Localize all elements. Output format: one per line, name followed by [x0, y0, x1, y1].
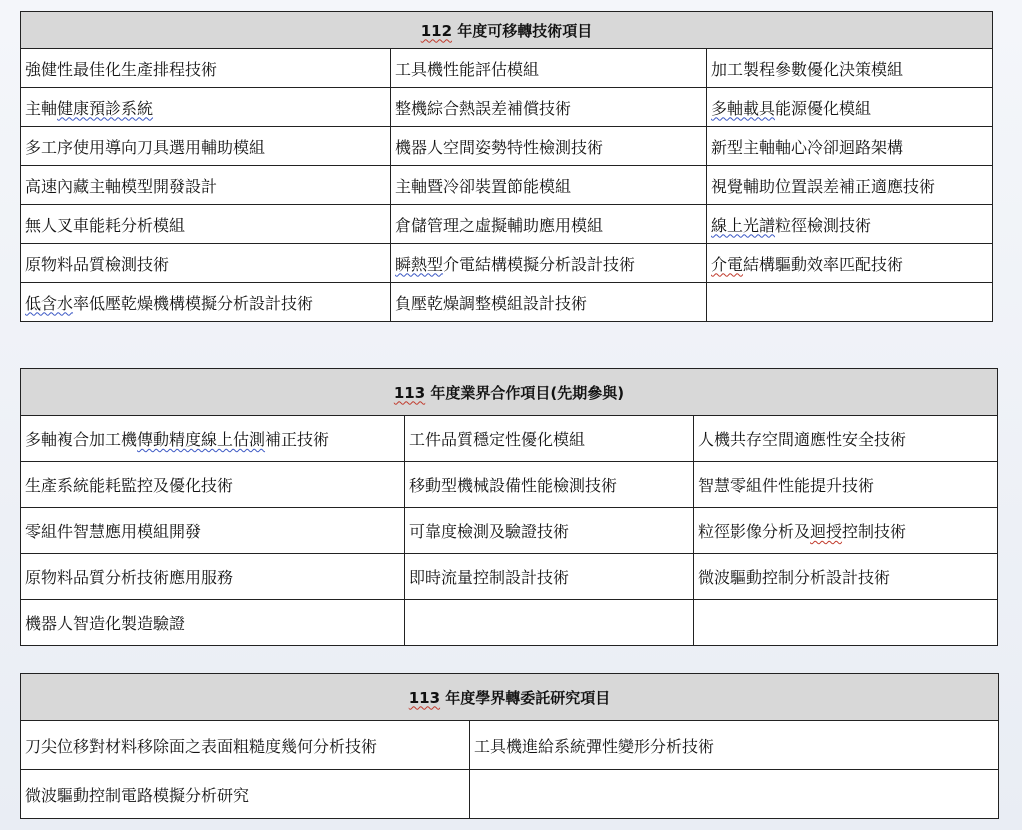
table-cell: 負壓乾燥調整模組設計技術	[391, 283, 707, 322]
table-cell: 工件品質穩定性優化模組	[405, 416, 694, 462]
table-cell: 機器人空間姿勢特性檢測技術	[391, 127, 707, 166]
table-cell: 智慧零組件性能提升技術	[694, 462, 998, 508]
table-113-industry-cooperation	[20, 368, 998, 646]
spell-underlined-text: 多軸載具	[711, 98, 776, 118]
table-cell: 工具機性能評估模組	[391, 49, 707, 88]
table-title	[21, 674, 999, 721]
title-text: 年度可移轉技術項目	[452, 21, 593, 40]
table-cell: 零組件智慧應用模組開發	[21, 508, 405, 554]
table-cell: 瞬熱型介電結構模擬分析設計技術	[391, 244, 707, 283]
table-cell: 整機綜合熱誤差補償技術	[391, 88, 707, 127]
table-row	[21, 127, 993, 166]
table-title	[21, 12, 993, 49]
spell-underlined-text: 低含水	[25, 293, 74, 313]
table-row	[21, 244, 993, 283]
table-row	[21, 49, 993, 88]
table-cell	[694, 600, 998, 646]
table-cell: 原物料品質檢測技術	[21, 244, 391, 283]
table-row	[21, 205, 993, 244]
title-year: 112	[420, 21, 453, 40]
table-row	[21, 416, 998, 462]
table-cell: 刀尖位移對材料移除面之表面粗糙度幾何分析技術	[21, 721, 470, 770]
spell-underlined-text: 迴授	[810, 522, 843, 541]
table-cell: 高速內藏主軸模型開發設計	[21, 166, 391, 205]
table-cell: 強健性最佳化生產排程技術	[21, 49, 391, 88]
table-title	[21, 369, 998, 416]
table-cell: 低含水率低壓乾燥機構模擬分析設計技術	[21, 283, 391, 322]
table-cell: 移動型機械設備性能檢測技術	[405, 462, 694, 508]
title-year: 113	[408, 688, 441, 707]
table-header-row	[21, 674, 999, 721]
title-text: 年度業界合作項目(先期參與)	[425, 383, 625, 402]
spell-underlined-text: 傳動精度線上估測	[137, 430, 266, 449]
table-cell: 倉儲管理之虛擬輔助應用模組	[391, 205, 707, 244]
spell-underlined-text: 線上光譜	[711, 215, 776, 235]
table-row	[21, 283, 993, 322]
table-cell: 加工製程參數優化決策模組	[707, 49, 993, 88]
table-cell: 無人叉車能耗分析模組	[21, 205, 391, 244]
title-text: 年度學界轉委託研究項目	[440, 688, 611, 707]
table-cell	[405, 600, 694, 646]
table-header-row	[21, 369, 998, 416]
table-row	[21, 554, 998, 600]
table-header-row	[21, 12, 993, 49]
table-cell: 人機共存空間適應性安全技術	[694, 416, 998, 462]
table-row	[21, 88, 993, 127]
table-cell: 微波驅動控制分析設計技術	[694, 554, 998, 600]
spell-underlined-text: 介電	[711, 254, 744, 274]
table-113-academic-commission	[20, 673, 999, 819]
table-cell: 主軸暨冷卻裝置節能模組	[391, 166, 707, 205]
table-row	[21, 462, 998, 508]
table-cell: 多工序使用導向刀具選用輔助模組	[21, 127, 391, 166]
table-row	[21, 508, 998, 554]
table-cell	[470, 770, 999, 819]
table-cell: 視覺輔助位置誤差補正適應技術	[707, 166, 993, 205]
table-cell: 原物料品質分析技術應用服務	[21, 554, 405, 600]
table-cell: 可靠度檢測及驗證技術	[405, 508, 694, 554]
table-112-transferable-tech	[20, 11, 993, 322]
table-cell: 機器人智造化製造驗證	[21, 600, 405, 646]
table-cell: 微波驅動控制電路模擬分析研究	[21, 770, 470, 819]
spell-underlined-text: 瞬熱型	[395, 254, 444, 274]
table-row	[21, 166, 993, 205]
table-row	[21, 600, 998, 646]
table-row	[21, 721, 999, 770]
table-row	[21, 770, 999, 819]
table-cell: 新型主軸軸心冷卻迴路架構	[707, 127, 993, 166]
table-cell: 多軸複合加工機傳動精度線上估測補正技術	[21, 416, 405, 462]
table-cell: 介電結構驅動效率匹配技術	[707, 244, 993, 283]
table-cell: 粒徑影像分析及迴授控制技術	[694, 508, 998, 554]
title-year: 113	[393, 383, 426, 402]
table-cell: 生產系統能耗監控及優化技術	[21, 462, 405, 508]
table-cell: 工具機進給系統彈性變形分析技術	[470, 721, 999, 770]
table-cell: 即時流量控制設計技術	[405, 554, 694, 600]
table-cell	[707, 283, 993, 322]
table-cell: 線上光譜粒徑檢測技術	[707, 205, 993, 244]
spell-underlined-text: 健康預診系統	[57, 98, 154, 118]
table-cell: 多軸載具能源優化模組	[707, 88, 993, 127]
table-cell: 主軸健康預診系統	[21, 88, 391, 127]
